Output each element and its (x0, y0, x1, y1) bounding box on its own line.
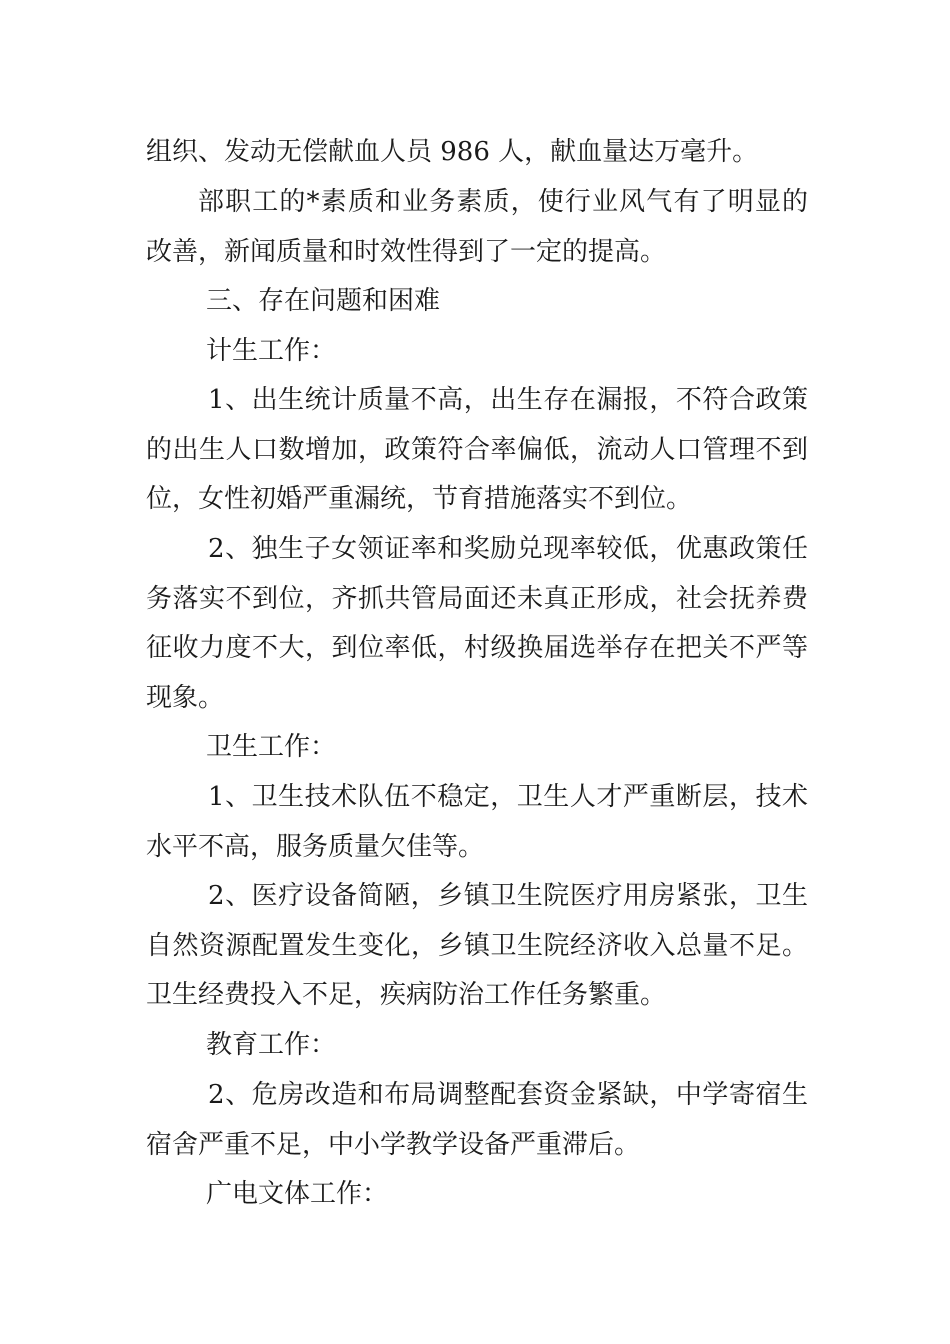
subheading-health: 卫生工作： (206, 732, 337, 762)
paragraph-education-2: 2、危房改造和布局调整配套资金紧缺，中学寄宿生宿舍严重不足，中小学教学设备严重滞后。 (146, 1080, 808, 1160)
section-heading-problems: 三、存在问题和困难 (206, 286, 441, 316)
subheading-family-planning: 计生工作： (206, 336, 337, 366)
paragraph-health-1: 1、卫生技术队伍不稳定，卫生人才严重断层，技术水平不高，服务质量欠佳等。 (146, 782, 808, 862)
paragraph-family-planning-1: 1、出生统计质量不高，出生存在漏报，不符合政策的出生人口数增加，政策符合率偏低，流动人口管理不到位，女性初婚严重漏统，节育措施落实不到位。 (146, 385, 808, 514)
paragraph-health-2: 2、医疗设备简陋，乡镇卫生院医疗用房紧张，卫生自然资源配置发生变化，乡镇卫生院经济收入总量不足。卫生经费投入不足，疾病防治工作任务繁重。 (146, 881, 808, 1010)
subheading-education: 教育工作： (206, 1030, 337, 1060)
paragraph-family-planning-2: 2、独生子女领证率和奖励兑现率较低，优惠政策任务落实不到位，齐抓共管局面还未真正形成，社会抚养费征收力度不大，到位率低，村级换届选举存在把关不严等现象。 (146, 534, 808, 713)
paragraph-staff-quality: 部职工的*素质和业务素质，使行业风气有了明显的改善，新闻质量和时效性得到了一定的提高。 (146, 187, 808, 267)
subheading-broadcast-culture-sports: 广电文体工作： (206, 1179, 389, 1209)
paragraph-blood-donation: 组织、发动无偿献血人员 986 人，献血量达万毫升。 (146, 137, 759, 167)
